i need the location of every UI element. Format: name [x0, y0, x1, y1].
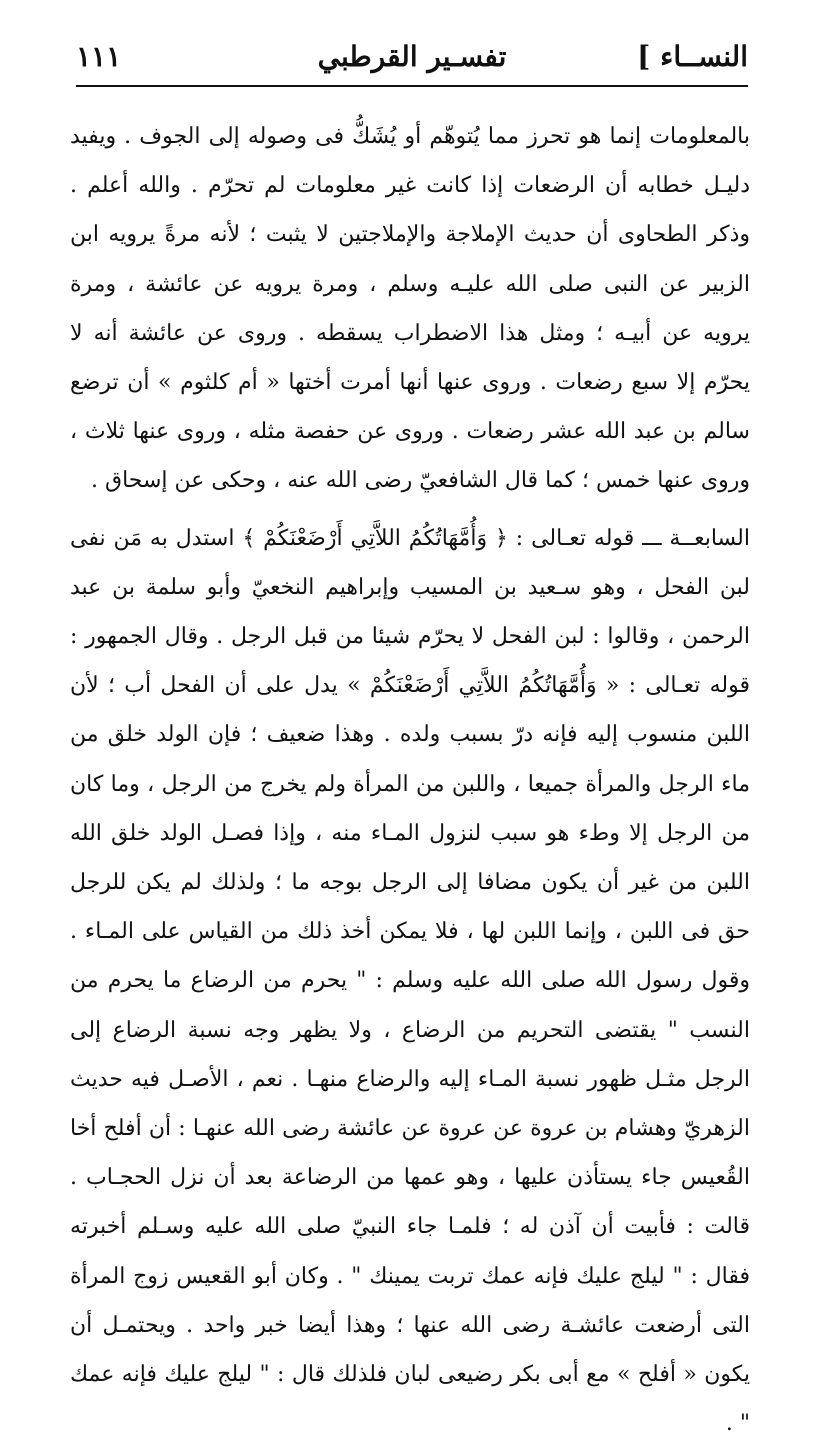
paragraph-1: بالمعلومات إنما هو تحرز مما يُتوهّم أو يُشَكُّ فى وصوله إلى الجوف . ويفيد دليـل خطابه أن الرضعات إذا كانت غير معلومات لم تحرّم . والله أعلم . وذكر الطحاوى أن حديث الإملاجة والإملاجتين لا يثبت ؛ لأنه مرةً يرويه ابن الزبير عن النبى صلى الله عليـه وسلم ، ومرة يرويه عن عائشة ، ومرة يرويه عن أبيـه ؛ ومثل هذا الاضطراب يسقطه . وروى عن عائشة أنه لا يحرّم إلا سبع رضعات . وروى عنها أنها أمرت أختها « أم كلثوم » أن ترضع سالم بن عبد الله عشر رضعات . وروى عن حفصة مثله ، وروى عنها ثلاث ، وروى عنها خمس ؛ كما قال الشافعيّ رضى الله عنه ، وحكى عن إسحاق . — [70, 124, 750, 494]
page-header — [76, 38, 748, 86]
page-body — [70, 112, 750, 1448]
surah-name: النســاء ] — [637, 40, 748, 73]
page-number: ١١١ — [76, 40, 122, 73]
book-title: تفسـير القرطبي — [317, 40, 507, 73]
paragraph-2: السابعــة ـــ قوله تعـالى : ﴿ وَأُمَّهَاتُكُمُ اللاَّتِي أَرْضَعْنَكُمْ ﴾ استدل به مَن نفى لبن الفحل ، وهو سـعيد بن المسيب وإبراهيم النخعيّ وأبو سلمة بن عبد الرحمن ، وقالوا : لبن الفحل لا يحرّم شيئا من قبل الرجل . وقال الجمهور : قوله تعـالى : « وَأُمَّهَاتُكُمُ اللاَّتِي أَرْضَعْنَكُمْ » يدل على أن الفحل أب ؛ لأن اللبن منسوب إليه فإنه درّ بسبب ولده . وهذا ضعيف ؛ فإن الولد خلق من ماء الرجل والمرأة جميعا ، واللبن من المرأة ولم يخرج من الرجل ، وما كان من الرجل إلا وطء هو سبب لنزول المـاء منه ، وإذا فصـل الولد خلق الله اللبن من غير أن يكون مضافا إلى الرجل بوجه ما ؛ ولذلك لم يكن للرجل حق فى اللبن ، وإنما اللبن لها ، فلا يمكن أخذ ذلك من القياس على المـاء . وقول رسول الله صلى الله عليه وسلم : " يحرم من الرضاع ما يحرم من النسب " يقتضى التحريم من الرضاع ، ولا يظهر وجه نسبة الرضاع إلى الرجل مثـل ظهور نسبة المـاء إليه والرضاع منهـا . نعم ، الأصـل فيه حديث الزهريّ وهشام بن عروة عن عروة عن عائشة رضى الله عنهـا : أن أفلح أخا القُعيس جاء يستأذن عليها ، وهو عمها من الرضاعة بعد أن نزل الحجـاب . قالت : فأبيت أن آذن له ؛ فلمـا جاء النبيّ صلى الله عليه وسـلم أخبرته فقال : " ليلج عليك فإنه عمك تربت يمينك " . وكان أبو القعيس زوج المرأة التى أرضعت عائشـة رضى الله عنها ؛ وهذا أيضا خبر واحد . ويحتمـل أن يكون « أفلح » مع أبى بكر رضيعى لبان فلذلك قال : " ليلج عليك فإنه عمك " . — [70, 525, 750, 1437]
header-divider — [76, 85, 748, 87]
